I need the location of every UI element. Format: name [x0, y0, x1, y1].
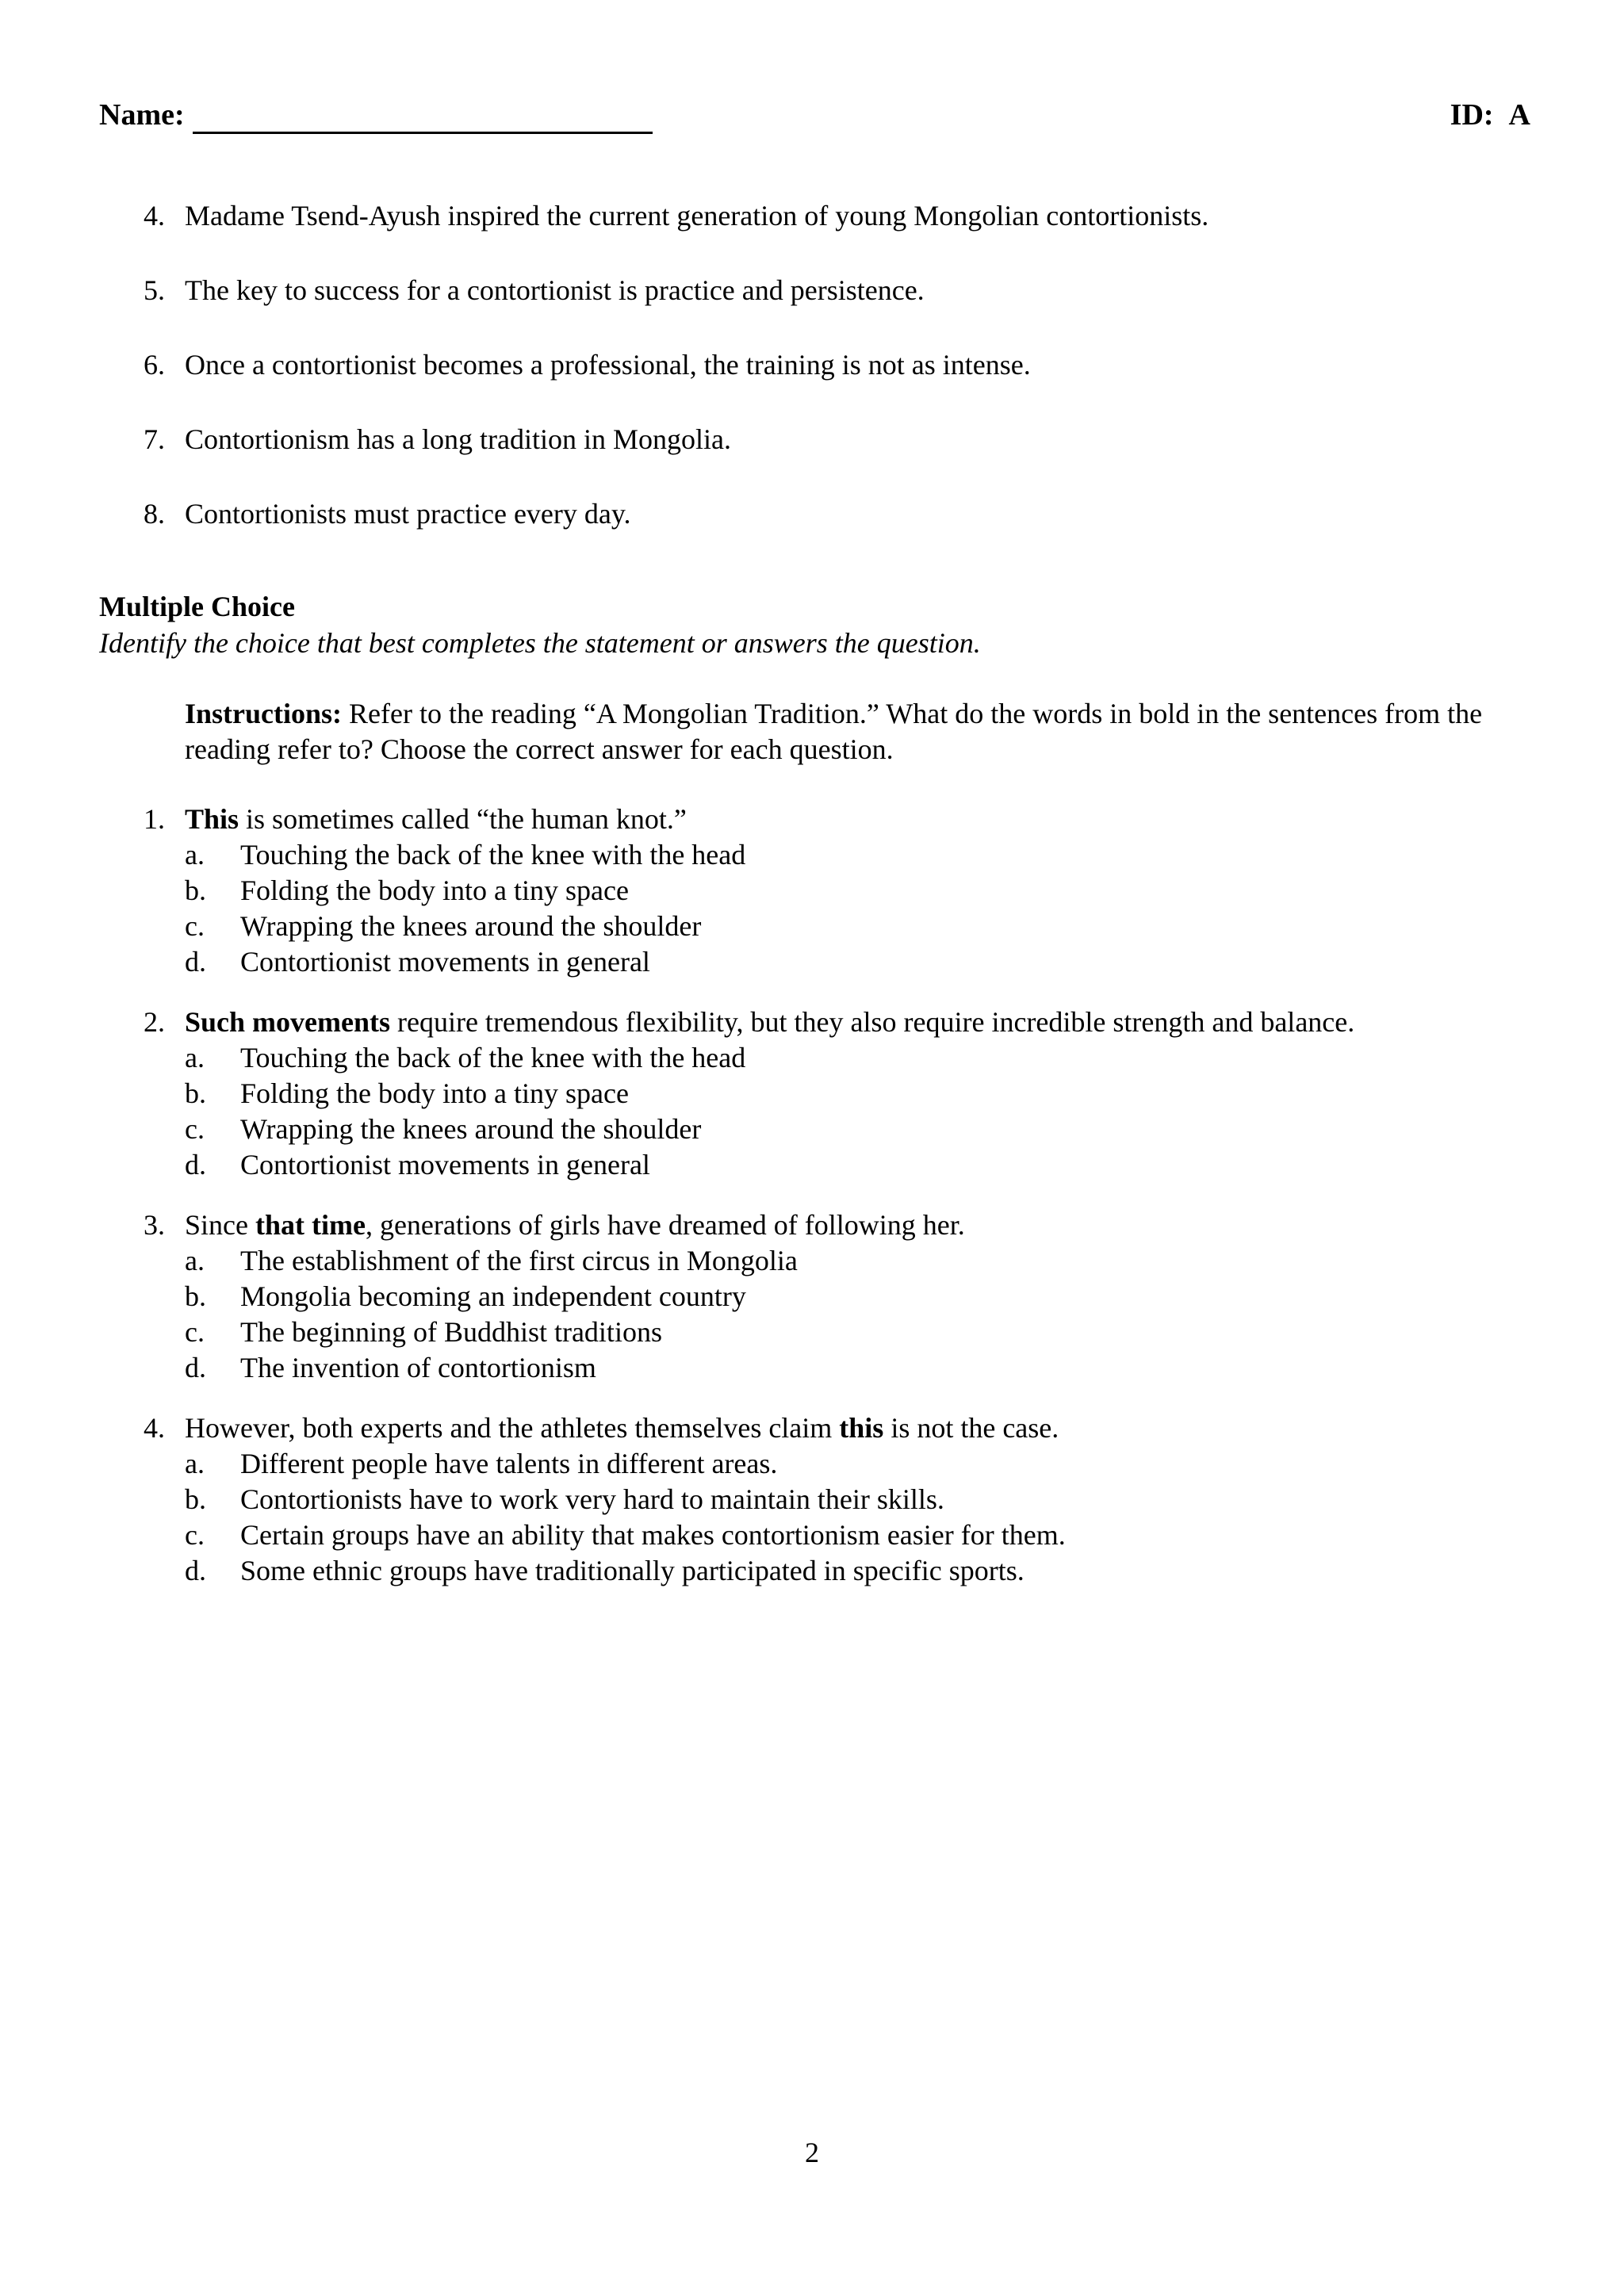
option-text: Different people have talents in different areas.: [240, 1448, 778, 1479]
option-letter: a.: [185, 1245, 205, 1276]
option-letter: b.: [185, 1077, 206, 1109]
tf-item-text: Contortionists must practice every day.: [185, 498, 631, 530]
answer-option: [0, 1552, 1624, 1588]
option-text: Folding the body into a tiny space: [240, 1077, 629, 1109]
section-subtitle: Identify the choice that best completes the statement or answers the question.: [99, 627, 981, 659]
option-text: Folding the body into a tiny space: [240, 874, 629, 906]
option-letter: b.: [185, 1280, 206, 1312]
answer-option: [0, 1242, 1624, 1278]
tf-item-number: 4.: [144, 200, 165, 232]
option-text: Wrapping the knees around the shoulder: [240, 910, 702, 942]
name-blank-line: [193, 132, 653, 134]
question-text: However, both experts and the athletes themselves claim this is not the case.: [185, 1412, 1059, 1444]
question-stem: [0, 801, 1624, 836]
option-text: The invention of contortionism: [240, 1352, 596, 1383]
question-stem: [0, 1410, 1624, 1445]
question-number: 2.: [144, 1006, 165, 1038]
id-value: A: [1508, 98, 1530, 132]
tf-item: [0, 496, 1624, 532]
option-letter: a.: [185, 1042, 205, 1073]
mc-question: [0, 1004, 1624, 1182]
option-letter: b.: [185, 1483, 206, 1515]
tf-item: [0, 272, 1624, 308]
tf-item-number: 5.: [144, 274, 165, 306]
instructions-label: Instructions:: [185, 698, 343, 729]
answer-option: [0, 1039, 1624, 1075]
option-text: Some ethnic groups have traditionally participated in specific sports.: [240, 1555, 1025, 1586]
option-letter: c.: [185, 1316, 205, 1348]
question-stem: [0, 1207, 1624, 1242]
option-text: Contortionist movements in general: [240, 1149, 650, 1181]
answer-option: [0, 943, 1624, 979]
option-letter: a.: [185, 1448, 205, 1479]
option-letter: c.: [185, 1113, 205, 1145]
answer-option: [0, 1481, 1624, 1517]
option-letter: d.: [185, 946, 206, 978]
instructions-text: Refer to the reading “A Mongolian Tradition.” What do the words in bold in the sentences from the reading refer to? Choose the correct answer for each question.: [185, 698, 1483, 765]
name-label: Name:: [99, 98, 185, 132]
question-bold-term: this: [839, 1412, 884, 1444]
multiple-choice-list: [0, 801, 1624, 1613]
tf-item: [0, 346, 1624, 383]
option-text: Wrapping the knees around the shoulder: [240, 1113, 702, 1145]
answer-option: [0, 1075, 1624, 1111]
option-text: The establishment of the first circus in Mongolia: [240, 1245, 798, 1276]
question-stem: [0, 1004, 1624, 1039]
page-header: [99, 97, 1530, 136]
mc-question: [0, 1207, 1624, 1385]
answer-option: [0, 1349, 1624, 1385]
question-number: 1.: [144, 803, 165, 835]
tf-item: [0, 197, 1624, 234]
question-number: 4.: [144, 1412, 165, 1444]
option-letter: d.: [185, 1555, 206, 1586]
mc-question: [0, 801, 1624, 979]
option-letter: d.: [185, 1352, 206, 1383]
option-letter: d.: [185, 1149, 206, 1181]
question-number: 3.: [144, 1209, 165, 1241]
option-letter: b.: [185, 874, 206, 906]
tf-item-text: Once a contortionist becomes a professional, the training is not as intense.: [185, 349, 1031, 381]
page-number: 2: [805, 2137, 819, 2168]
answer-option: [0, 836, 1624, 872]
question-text: Such movements require tremendous flexibility, but they also require incredible strength and balance.: [185, 1006, 1355, 1038]
answer-option: [0, 1314, 1624, 1349]
answer-option: [0, 1445, 1624, 1481]
option-text: The beginning of Buddhist traditions: [240, 1316, 662, 1348]
mc-question: [0, 1410, 1624, 1588]
section-title: Multiple Choice: [99, 591, 295, 622]
tf-item: [0, 421, 1624, 457]
answer-option: [0, 1278, 1624, 1314]
option-text: Contortionist movements in general: [240, 946, 650, 978]
tf-item-number: 7.: [144, 423, 165, 455]
question-bold-term: that time: [255, 1209, 366, 1241]
tf-item-text: The key to success for a contortionist is practice and persistence.: [185, 274, 925, 306]
option-text: Contortionists have to work very hard to maintain their skills.: [240, 1483, 944, 1515]
question-text: Since that time, generations of girls have dreamed of following her.: [185, 1209, 965, 1241]
answer-option: [0, 1111, 1624, 1146]
instructions: [185, 696, 1533, 767]
true-false-list: [0, 197, 1624, 570]
tf-item-text: Contortionism has a long tradition in Mongolia.: [185, 423, 731, 455]
option-letter: a.: [185, 839, 205, 871]
option-text: Certain groups have an ability that makes contortionism easier for them.: [240, 1519, 1066, 1551]
question-text: This is sometimes called “the human knot.”: [185, 803, 687, 835]
answer-option: [0, 872, 1624, 908]
answer-option: [0, 908, 1624, 943]
question-bold-term: Such movements: [185, 1006, 390, 1038]
id-block: [1450, 97, 1530, 133]
tf-item-number: 6.: [144, 349, 165, 381]
option-text: Mongolia becoming an independent country: [240, 1280, 746, 1312]
answer-option: [0, 1146, 1624, 1182]
answer-option: [0, 1517, 1624, 1552]
id-label: ID:: [1450, 98, 1494, 132]
option-letter: c.: [185, 1519, 205, 1551]
tf-item-number: 8.: [144, 498, 165, 530]
option-text: Touching the back of the knee with the head: [240, 839, 746, 871]
question-bold-term: This: [185, 803, 239, 835]
option-letter: c.: [185, 910, 205, 942]
tf-item-text: Madame Tsend-Ayush inspired the current generation of young Mongolian contortionists.: [185, 200, 1209, 232]
option-text: Touching the back of the knee with the head: [240, 1042, 746, 1073]
